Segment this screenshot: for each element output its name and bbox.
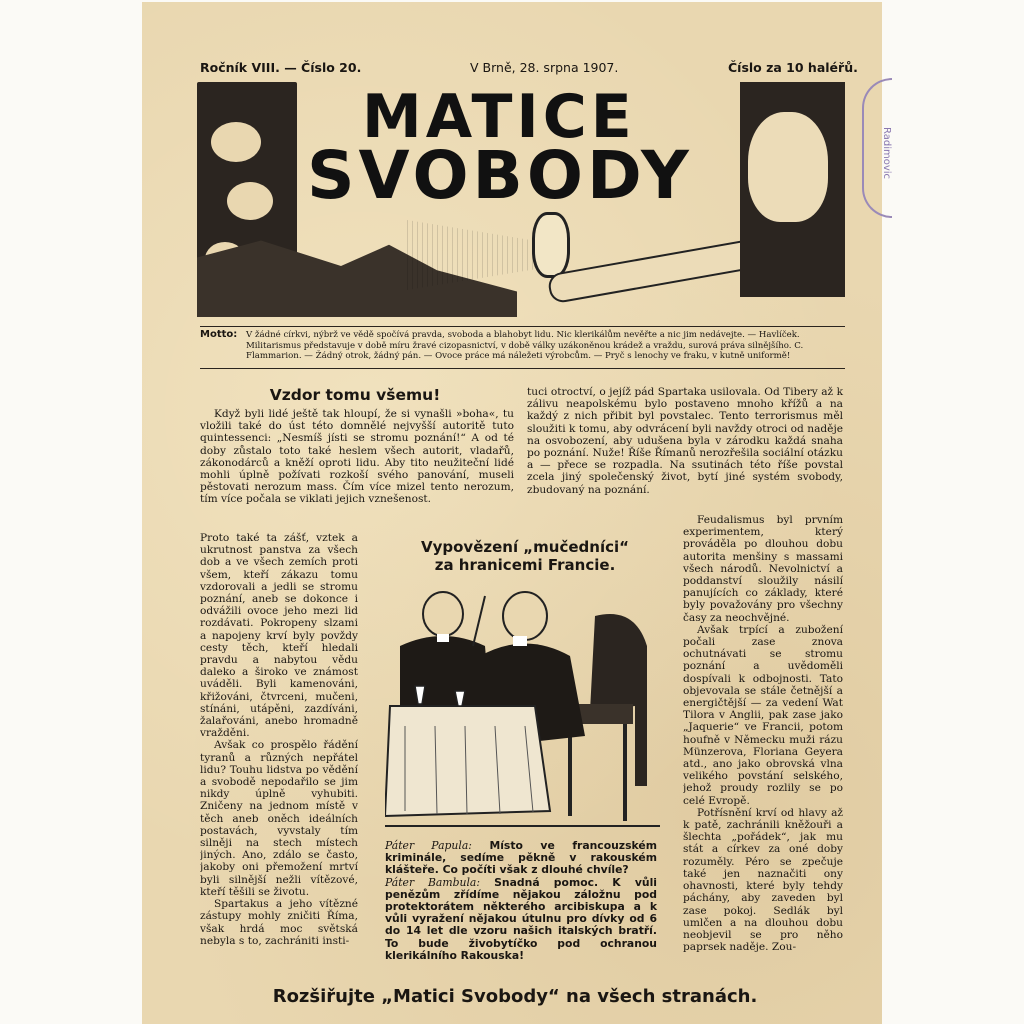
article-paragraph: Avšak co prospělo řádění tyranů a různých nepřátel lidu? Touhu lidstva po vědění a svobodě nepodařilo se jim nikdy úplně vyhubiti. Zničeny na jednom místě v těch aneb oněch ideálních postavách, vyvstaly tím silněji na stech místech jiných. Ano, zdálo se často, jakoby oni přemožení mrtví byli silnější nežli vítězové, kteří těšili se životu. — [200, 739, 358, 898]
library-stamp — [862, 78, 892, 218]
motto-rule-top — [200, 326, 845, 327]
article-column-2-top — [527, 386, 843, 496]
article-column-1-top — [200, 408, 514, 506]
article-paragraph: Avšak trpící a zubožení počali zase znova ochutnávati se stromu poznání a uvědoměli dospívali k odbojnosti. Tato objevovala se stále četnější a energičtější — za vedení Wat Tilora v Anglii, pak zase jako „Jaquerie“ ve Francii, potom houfně v Německu muži rázu Münzerova, Floriana Geyera atd., ano jako obrovská vlna velikého povstání selského, jehož proudy rozlily se po celé Evropě. — [683, 623, 843, 807]
speaker-bambula: Páter Bambula: — [385, 875, 480, 889]
cartoon-illustration — [385, 586, 660, 832]
article-paragraph: tuci otroctví, o jejíž pád Spartaka usilovala. Od Tibery až k zálivu neapolskému bylo postaveno mnoho křížů a na každý z nich přibit byl povstalec. Tento terrorismus měl sloužiti k tomu, aby odvrácení byli navždy otroci od naděje na osvobození, aby udušena byla v zárodku každá snaha po poznání. Nuže! Říše Římanů nerozřešila sociální otázku a — přece se rozpadla. Na ssutinách této říše povstal zcela jiný společenský život, bytí jiné systém svobody, zbudovaný na poznání. — [527, 386, 843, 496]
illustration-lamp — [532, 212, 570, 278]
masthead-title-line2: SVOBODY — [307, 137, 693, 214]
cartoon-dialogue-1 — [385, 840, 657, 877]
cartoon-dialogue-2 — [385, 877, 657, 962]
motto-label: Motto: — [200, 329, 238, 340]
footer-slogan: Rozšiřujte „Matici Svobody“ na všech stranách. — [272, 986, 758, 1007]
cartoon-headline — [380, 538, 670, 574]
article-headline: Vzdor tomu všemu! — [269, 386, 441, 404]
article-paragraph: Feudalismus byl prvním experimentem, který prováděla po dlouhou dobu autorita menšiny s massami všech národů. Nevolnictví a poddanství sloužily násilí panujících co základy, které byly považovány pro všechny časy za neochvějné. — [683, 514, 843, 624]
priest-bambula-figure — [503, 592, 547, 640]
cartoon-headline-line2: za hranicemi Francie. — [434, 556, 616, 574]
chair-icon — [590, 614, 647, 786]
table-icon — [385, 706, 550, 816]
article-column-1-narrow — [200, 532, 358, 980]
speaker-papula: Páter Papula: — [385, 839, 472, 852]
motto-rule-bottom — [200, 368, 845, 369]
cartoon-caption — [385, 840, 657, 962]
article-column-3 — [683, 514, 843, 980]
masthead — [197, 82, 845, 320]
issue-price: Číslo za 10 haléřů. — [728, 60, 858, 75]
stamp-text: Radimovic — [881, 126, 892, 180]
priest-papula-figure — [423, 592, 463, 636]
article-paragraph: Když byli lidé ještě tak hloupí, že si vynašli »boha«, tu vložili také do úst této domnělé nejvyšší autoritě tuto quintessenci: „Nesmíš jísti se stromu poznání!“ A od té doby zůstalo toto také heslem všech autorit, vladařů, zákonodárců a kněží oproti lidu. Aby tito neužiteční lidé mohli úplně požívati rozkoší svého panování, museli pěstovati nerozum mass. Čím více mizel tento nerozum, tím více počala se viklati jejich vznešenost. — [200, 408, 514, 506]
motto — [200, 330, 845, 362]
illustration-light-rays — [407, 220, 537, 290]
article-paragraph: Spartakus a jeho vítězné zástupy mohly zničiti Říma, však hrdá moc světská nebyla s to, zachrániti insti- — [200, 898, 358, 947]
cartoon-headline-line1: Vypovězení „mučedníci“ — [420, 538, 629, 556]
dialogue-bambula: Snadná pomoc. K vůli penězům zřídíme nějakou záložnu pod protektorátem některého arcibiskupa a k vůli vyražení nějakou útulnu pro dívky od 6 do 14 let dle vzoru našich italských bratří. To bude živobytíčko pod ochranou klerikálního Rakouska! — [385, 875, 657, 962]
dialogue-papula: Místo ve francouzském kriminále, sedíme pěkně v rakouském klášteře. Co počíti však z dlouhé chvíle? — [385, 839, 657, 877]
volume-number: Ročník VIII. — Číslo 20. — [200, 60, 362, 75]
dateline: V Brně, 28. srpna 1907. — [470, 60, 619, 75]
article-paragraph: Proto také ta zášť, vztek a ukrutnost panstva za všech dob a ve všech zemích proti všem, kteří zákazu tomu vzdorovali a jedli se stromu poznání, aneb se dokonce i odvážili ovoce jeho mezi lid rozdávati. Pokropeny slzami a napojeny krví byly povždy cesty těch, kteří hledali pravdu a nabytou vědu daleko a široko ve známost uváděli. Byli kamenováni, křižováni, čtvrceni, mučeni, stínáni, utápěni, zazdíváni, žalařováni, anebo hromadně vražděni. — [200, 532, 358, 740]
motto-text: V žádné církvi, nýbrž ve vědě spočívá pravda, svoboda a blahobyt lidu. Nic klerikálům nevěřte a nic jim nedávejte. — Havlíček. Militarismus představuje v době míru žravé cizopasnictví, v době války uzákoněnou krádež a vraždu, surová práva silnějšího. C. Flammarion. — Žádný otrok, žádný pán. — Ovoce práce má náležeti výrobcům. — Pryč s lenochy ve fraku, v kutně uniformě! — [246, 330, 804, 362]
article-paragraph: Potřísnění krví od hlavy až k patě, zachránili kněžouři a šlechta „pořádek“, jak mu stát a církev za oné doby rozuměly. Péro se zpečuje také jen naznačiti ony ohavnosti, které byly tehdy páchány, aby zaveden byl zase pokoj. Sedlák byl umlčen a na dlouhou dobu neobjevil se pro něho paprsek naděje. Zou- — [683, 806, 843, 954]
illustration-liberty-figure — [740, 82, 845, 297]
masthead-title-line1: MATICE — [362, 82, 636, 152]
